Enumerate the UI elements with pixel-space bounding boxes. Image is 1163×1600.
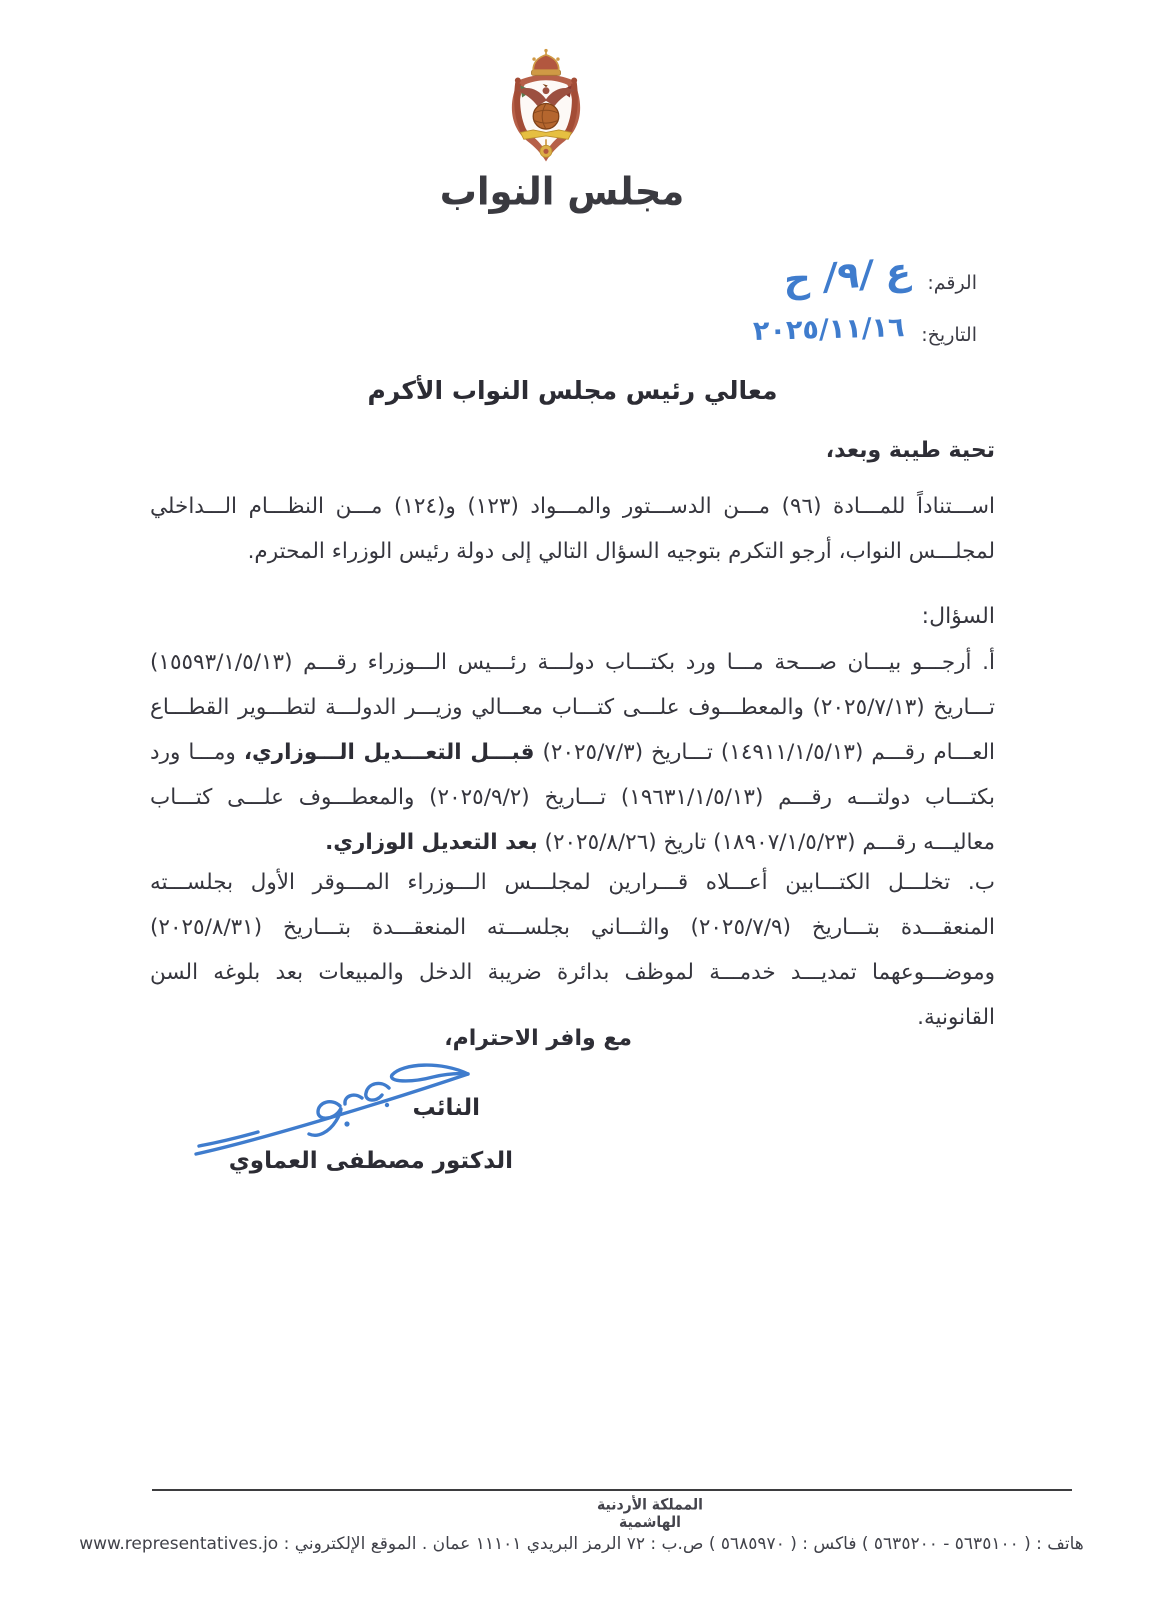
ref-date-label: التاريخ: <box>921 324 977 346</box>
org-logo-text: مجلس النواب <box>439 169 685 214</box>
recipient-heading: معالي رئيس مجلس النواب الأكرم <box>367 376 778 405</box>
footer-contact-line: هاتف : ( ٥٦٣٥١٠٠ - ٥٦٣٥٢٠٠ ) فاكس : ( ٥٦٨٥٩٧٠ ) ص.ب : ٧٢ الرمز البريدي ١١١٠١ عمان . الموقع الإلكتروني : www.representatives.jo <box>79 1534 1084 1554</box>
ref-number-handwritten-value: ع /٩/ ح <box>783 249 912 302</box>
footer-divider-line <box>152 1489 1072 1491</box>
item-a-bold-after-reshuffle: بعد التعديل الوزاري. <box>325 830 538 855</box>
item-a-text: أ. أرجـــو بيـــان صـــحة مـــا ورد بكتـــاب دولـــة رئـــيس الـــوزراء رقـــم (١٥٥٩٣/١/٥/١٣) تـــاريخ (٢٠٢٥/٧/١٣) والمعطـــوف علـــى كتـــاب معـــالي وزيـــر الدولـــة لتطـــوير القطـــاع العـــام رقـــم (١٤٩١١/١/٥/١٣) تـــاريخ (٢٠٢٥/٧/٣) <box>150 650 996 765</box>
ref-date-handwritten-value: ٢٠٢٥/١١/١٦ <box>753 312 906 347</box>
signer-name: الدكتور مصطفى العماوي <box>228 1148 513 1174</box>
ref-number-label: الرقم: <box>927 272 977 294</box>
question-label: السؤال: <box>921 604 995 629</box>
item-a-bold-before-reshuffle: قبـــل التعـــديل الـــوزاري، <box>243 740 535 765</box>
question-item-a <box>150 640 995 865</box>
question-item-b: ب. تخلـــل الكتـــابين أعـــلاه قـــرارين لمجلـــس الـــوزراء المـــوقر الأول بجلســـته المنعقـــدة بتـــاريخ (٢٠٢٥/٧/٩) والثـــاني بجلســـته المنعقـــدة بتـــاريخ (٢٠٢٥/٨/٣١) وموضـــوعهما تمديـــد خدمـــة لموظف بدائرة ضريبة الدخل والمبيعات بعد بلوغه السن القانونية. <box>150 870 995 1030</box>
salutation: تحية طيبة وبعد، <box>825 438 995 463</box>
closing-phrase: مع وافر الاحترام، <box>444 1026 632 1051</box>
intro-paragraph: اســـتناداً للمـــادة (٩٦) مـــن الدســـتور والمـــواد (١٢٣) و(١٢٤) مـــن النظـــام الـــداخلي لمجلـــس النواب، أرجو التكرم بتوجيه السؤال التالي إلى دولة رئيس الوزراء المحترم. <box>150 494 995 564</box>
footer-kingdom-name: المملكة الأردنية الهاشمية <box>597 1496 703 1532</box>
signer-title: النائب <box>412 1095 480 1121</box>
jordan-coat-of-arms-emblem <box>483 48 609 176</box>
item-a-text-2: ومـــا ورد بكتـــاب دولتـــه رقـــم (١٩٦٣١/١/٥/١٣) تـــاريخ (٢٠٢٥/٩/٢) والمعطـــوف علـــى كتـــاب معاليـــه رقـــم (١٨٩٠٧/١/٥/٢٣) تاريخ (٢٠٢٥/٨/٢٦) <box>150 740 995 855</box>
